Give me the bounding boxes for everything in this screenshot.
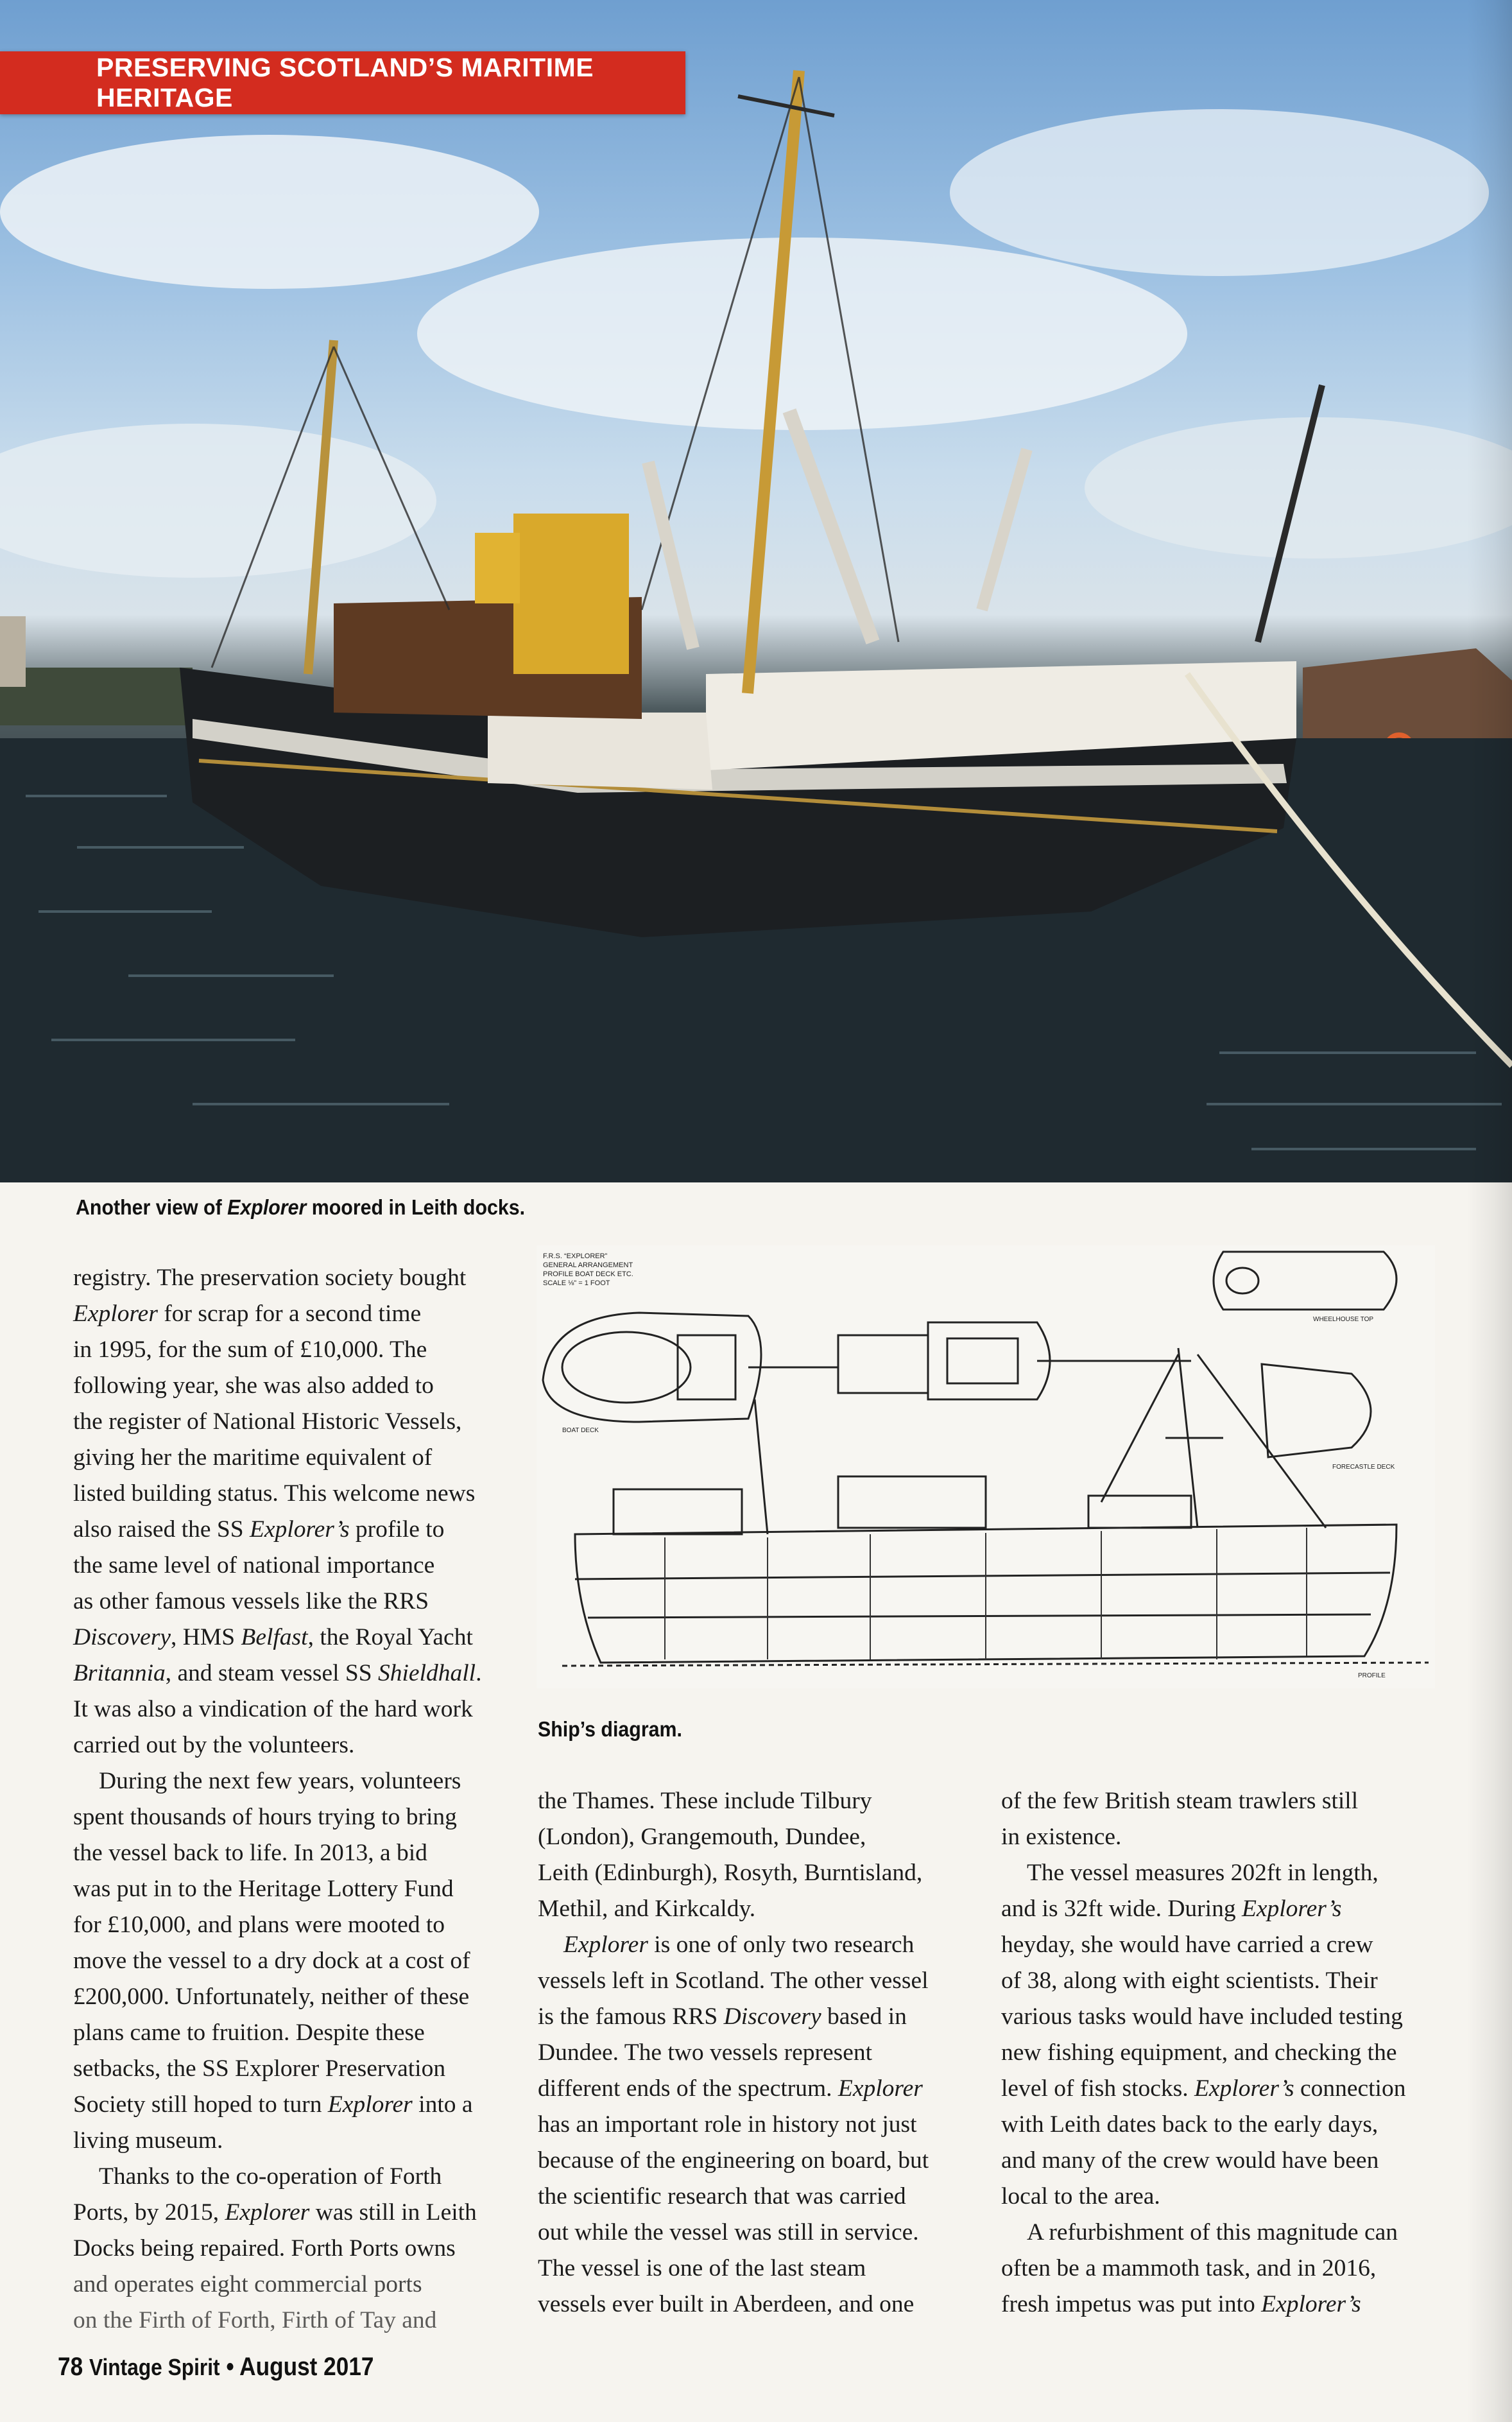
col1-paragraph-3: Thanks to the co-operation of Forth Ports, by 2015, Explorer was still in Leith Docks being repaired. Forth Ports owns and operates eight commercial ports on the Firth of Forth, Firth of Tay and [73,2163,477,2333]
diagram-ga-label: GENERAL ARRANGEMENT [543,1261,633,1269]
ship-diagram-drawing [537,1245,1435,1688]
col3-paragraph-2: The vessel measures 202ft in length, and is 32ft wide. During Explorer’s heyday, she would have carried a crew of 38, along with eight scientists. Their various tasks would have included testing new fishing equipment, and checking the level of fish stocks. Explorer’s connection with Leith dates back to the early days, and many of the crew would have been local to the area. [1001,1860,1406,2210]
diagram-forecastle-label: FORECASTLE DECK [1332,1464,1395,1471]
col2-paragraph-1: the Thames. These include Tilbury (London), Grangemouth, Dundee, Leith (Edinburgh), Rosyth, Burntisland, Methil, and Kirkcaldy. [538,1788,923,1922]
diagram-boat-deck-label: BOAT DECK [562,1427,599,1434]
diagram-profile-boat-deck-label: PROFILE BOAT DECK ETC. [543,1270,633,1278]
diagram-scale-label: SCALE ⅛" = 1 FOOT [543,1279,610,1287]
ship-diagram [537,1245,1435,1688]
ship-photo [0,0,1512,1182]
col1-paragraph-2: During the next few years, volunteers spent thousands of hours trying to bring the vessel back to life. In 2013, a bid was put in to the Heritage Lottery Fund for £10,000, and plans were mooted to move the vessel to a dry dock at a cost of £200,000. Unfortunately, neither of these plans came to fruition. Despite these setbacks, the SS Explorer Preservation Society still hoped to turn Explorer into a living museum. [73,1768,473,2154]
ship-photo-illustration [0,0,1512,1182]
magazine-name: Vintage Spirit [89,2354,220,2380]
issue-date: August 2017 [239,2353,374,2381]
section-banner-text: PRESERVING SCOTLAND’S MARITIME HERITAGE [96,53,594,112]
article-column-2 [538,1783,961,2323]
page-footer [58,2353,374,2382]
diagram-profile-label: PROFILE [1358,1672,1386,1679]
diagram-title-label: F.R.S. “EXPLORER” [543,1252,608,1260]
diagram-caption: Ship’s diagram. [538,1717,682,1741]
footer-separator: • [226,2353,234,2381]
article-column-3 [1001,1783,1438,2323]
col3-paragraph-1: of the few British steam trawlers still in existence. [1001,1788,1359,1850]
col1-paragraph-1: registry. The preservation society bought Explorer for scrap for a second time in 1995, for the sum of £10,000. The following year, she was also added to the register of National Historic Vessels, giving her the maritime equivalent of listed building status. This welcome news also raised the SS Explorer’s profile to the same level of national importance as other famous vessels like the RRS Discovery, HMS Belfast, the Royal Yacht Britannia, and steam vessel SS Shieldhall. It was also a vindication of the hard work carried out by the volunteers. [73,1265,482,1758]
photo-caption: Another view of Explorer moored in Leith docks. [76,1195,526,1219]
col3-paragraph-3: A refurbishment of this magnitude can often be a mammoth task, and in 2016, fresh impetus was put into Explorer’s [1001,2219,1398,2317]
col2-paragraph-2: Explorer is one of only two research vessels left in Scotland. The other vessel is the famous RRS Discovery based in Dundee. The two vessels represent different ends of the spectrum. Explorer has an important role in history not just because of the engineering on board, but the scientific research that was carried out while the vessel was still in service. The vessel is one of the last steam vessels ever built in Aberdeen, and one [538,1932,929,2317]
section-banner [0,51,685,114]
diagram-wheelhouse-top-label: WHEELHOUSE TOP [1313,1316,1374,1323]
page-number: 78 [58,2353,83,2381]
article-column-1 [73,1260,503,2339]
